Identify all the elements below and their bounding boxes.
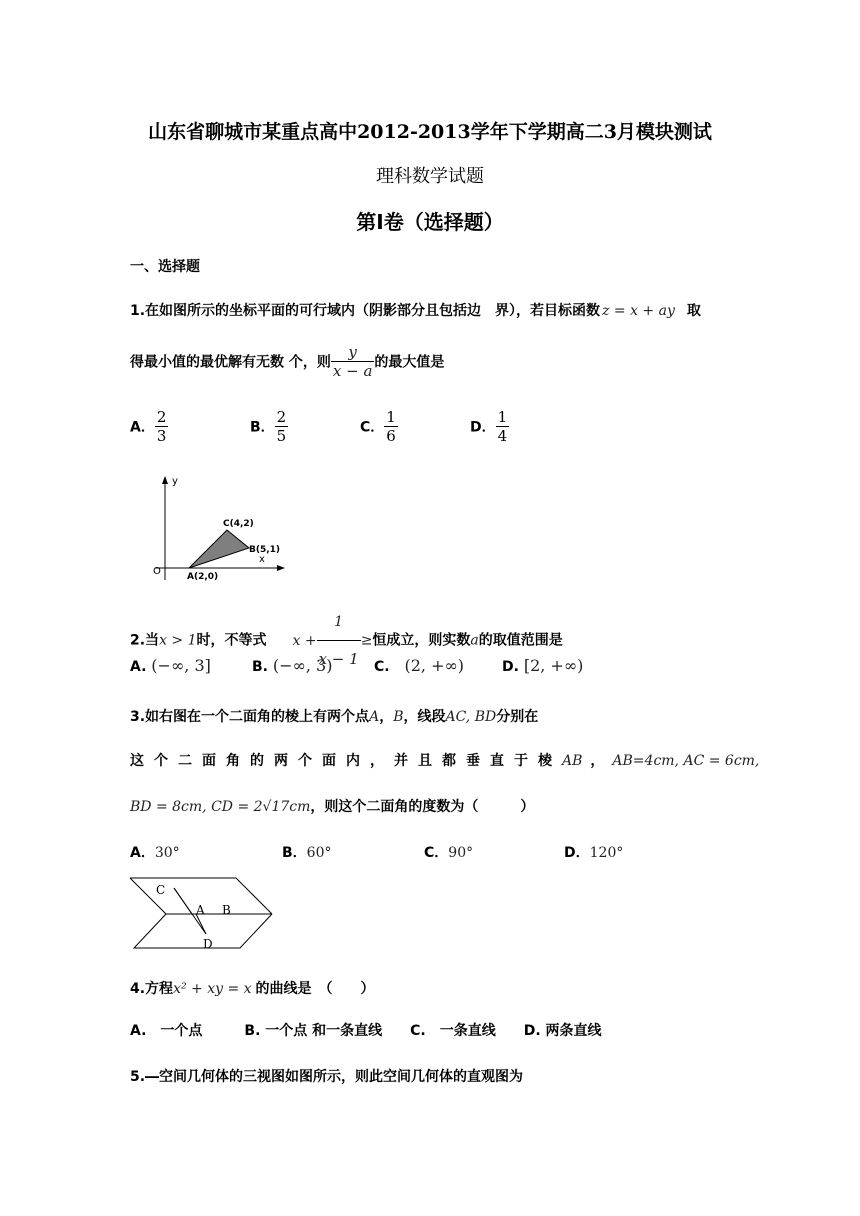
q3-option-b-label: B． bbox=[282, 845, 307, 861]
volume-heading: 第I卷（选择题） bbox=[356, 210, 504, 234]
q2-expr-left: x + bbox=[292, 632, 317, 649]
q1-label-origin: O bbox=[153, 566, 161, 577]
q1-x-arrow-icon bbox=[277, 565, 285, 571]
q2-option-c-value: (2, +∞) bbox=[404, 656, 465, 675]
q4-options[interactable]: A. 一个点 B. 一个点 和一条直线 C. 一条直线 D. 两条直线 bbox=[130, 1023, 602, 1039]
q1-option-c-num: 1 bbox=[386, 408, 396, 426]
q3-dihedral-figure bbox=[128, 876, 278, 956]
q1-label-point-a: A(2,0) bbox=[187, 572, 219, 582]
q2-ge-sign: ≥ bbox=[360, 632, 373, 649]
q2-suffix-a: 恒成立，则实数 bbox=[372, 632, 471, 649]
q3-comma: ， bbox=[379, 709, 394, 725]
q3-option-c-value: 90° bbox=[448, 845, 474, 861]
q1-option-d-den: 4 bbox=[497, 427, 508, 445]
q1-objective-expr: z = x + ay bbox=[602, 303, 675, 319]
q2-var-a: a bbox=[470, 632, 479, 649]
q2-prefix: 2.当 bbox=[130, 632, 160, 649]
q1-label-point-c: C(4,2) bbox=[223, 519, 254, 529]
q1-frac-num: y bbox=[348, 343, 357, 361]
q2-option-a-value: (−∞, 3] bbox=[151, 656, 211, 675]
q2-suffix-b: 的取值范围是 bbox=[478, 632, 563, 649]
q3-point-a: A bbox=[369, 709, 380, 725]
document-title: 山东省聊城市某重点高中2012-2013学年下学期高二3月模块测试 bbox=[148, 121, 712, 143]
q2-mid: 时，不等式 bbox=[196, 632, 267, 649]
q3-segments: AC, BD bbox=[445, 709, 497, 725]
q1-option-b-fraction bbox=[275, 408, 289, 445]
q2-option-d[interactable] bbox=[502, 656, 583, 675]
q1-shaded-region bbox=[189, 530, 249, 568]
q3-fig-label-a: A bbox=[196, 903, 205, 917]
document-subtitle: 理科数学试题 bbox=[376, 166, 484, 187]
q3-fig-label-c: C bbox=[156, 883, 166, 897]
q1-option-a-num: 2 bbox=[156, 408, 167, 426]
q1-ratio-fraction bbox=[331, 343, 375, 380]
q4-line bbox=[130, 978, 375, 998]
q1-take-text: 取 bbox=[686, 303, 701, 319]
q2-option-c[interactable] bbox=[374, 656, 464, 675]
q1-label-x: x bbox=[259, 554, 265, 565]
q1-option-a[interactable] bbox=[130, 408, 168, 445]
q2-option-b-value: (−∞, 3) bbox=[272, 656, 333, 675]
q5-line: 5.―空间几何体的三视图如图所示，则此空间几何体的直观图为 bbox=[130, 1069, 524, 1085]
q3-option-d-value: 120° bbox=[589, 845, 624, 861]
q2-condition: x > 1 bbox=[159, 632, 197, 649]
q2-option-a[interactable] bbox=[130, 656, 211, 675]
q3-line3-math: BD = 8cm, CD = 2√17cm bbox=[130, 799, 311, 815]
q1-line2b: 的最大值是 bbox=[374, 354, 445, 371]
q3-point-b: B bbox=[393, 709, 404, 725]
q1-line2a: 得最小值的最优解有无数 个，则 bbox=[130, 354, 331, 371]
q1-y-arrow-icon bbox=[162, 476, 168, 484]
q1-option-d[interactable] bbox=[470, 408, 509, 445]
q1-option-b-den: 5 bbox=[276, 427, 287, 445]
q3-line2-sep: ， bbox=[590, 753, 605, 769]
q1-option-c-label: C． bbox=[360, 419, 385, 436]
q1-option-a-den: 3 bbox=[156, 427, 167, 445]
q2-option-a-label: A. bbox=[130, 659, 147, 675]
q2-frac-den: x − 1 bbox=[317, 640, 361, 677]
q3-segment-ac bbox=[174, 888, 192, 914]
q3-line2-text: 这个二面角的两个面内，并且都垂直于棱 bbox=[130, 753, 562, 769]
section-heading: 一、选择题 bbox=[130, 259, 200, 275]
q3-line1 bbox=[130, 706, 538, 726]
q1-label-point-b: B(5,1) bbox=[249, 545, 281, 555]
q4-equation: x² + xy = x bbox=[173, 981, 252, 997]
q3-option-b-value: 60° bbox=[306, 845, 332, 861]
q1-option-a-fraction bbox=[155, 408, 169, 445]
q2-option-d-label: D. bbox=[502, 659, 519, 675]
q1-line1 bbox=[130, 300, 701, 320]
q2-option-b-label: B. bbox=[252, 659, 268, 675]
q1-option-b-num: 2 bbox=[276, 408, 287, 426]
q1-option-d-fraction bbox=[496, 408, 510, 445]
q1-line1-text: 1.在如图所示的坐标平面的可行域内（阴影部分且包括边 界），若目标函数 bbox=[130, 303, 601, 319]
q3-line1b: ，线段 bbox=[403, 709, 446, 725]
q3-option-a[interactable] bbox=[130, 842, 180, 862]
q3-line2 bbox=[130, 750, 759, 770]
q1-option-c-fraction bbox=[384, 408, 398, 445]
q1-option-c-den: 6 bbox=[386, 427, 396, 445]
q4-prefix: 4.方程 bbox=[130, 981, 174, 997]
q3-line1a: 3.如右图在一个二面角的棱上有两个点 bbox=[130, 709, 370, 725]
q3-line1c: 分别在 bbox=[496, 709, 539, 725]
q3-option-c-label: C． bbox=[424, 845, 449, 861]
q3-conditions: AB=4cm, AC = 6cm, bbox=[612, 753, 760, 769]
q3-fig-label-d: D bbox=[203, 937, 213, 951]
q1-option-d-label: D． bbox=[470, 419, 496, 436]
q4-suffix: 的曲线是 （ ） bbox=[255, 981, 375, 997]
q2-option-b[interactable] bbox=[252, 656, 332, 675]
q1-option-d-num: 1 bbox=[497, 408, 508, 426]
q3-option-b[interactable] bbox=[282, 842, 332, 862]
q1-feasible-region-figure bbox=[145, 470, 295, 590]
q2-option-c-label: C. bbox=[374, 659, 390, 675]
q3-option-d-label: D． bbox=[564, 845, 590, 861]
q1-line2 bbox=[130, 343, 444, 380]
q1-option-c[interactable] bbox=[360, 408, 398, 445]
q1-option-b-label: B． bbox=[250, 419, 275, 436]
q1-option-b[interactable] bbox=[250, 408, 288, 445]
q3-line3 bbox=[130, 796, 534, 816]
q3-line3-text: ，则这个二面角的度数为（ ） bbox=[310, 799, 535, 815]
q3-option-d[interactable] bbox=[564, 842, 623, 862]
q3-edge: AB bbox=[562, 753, 583, 769]
q2-frac-num: 1 bbox=[334, 614, 344, 630]
q1-frac-den: x − a bbox=[332, 362, 373, 380]
q3-option-a-label: A． bbox=[130, 845, 155, 861]
q3-option-a-value: 30° bbox=[154, 845, 180, 861]
q2-option-d-value: [2, +∞) bbox=[523, 656, 584, 675]
q1-label-y: y bbox=[172, 476, 178, 487]
q3-fig-label-b: B bbox=[222, 903, 231, 917]
q1-option-a-label: A． bbox=[130, 419, 155, 436]
q3-option-c[interactable] bbox=[424, 842, 473, 862]
